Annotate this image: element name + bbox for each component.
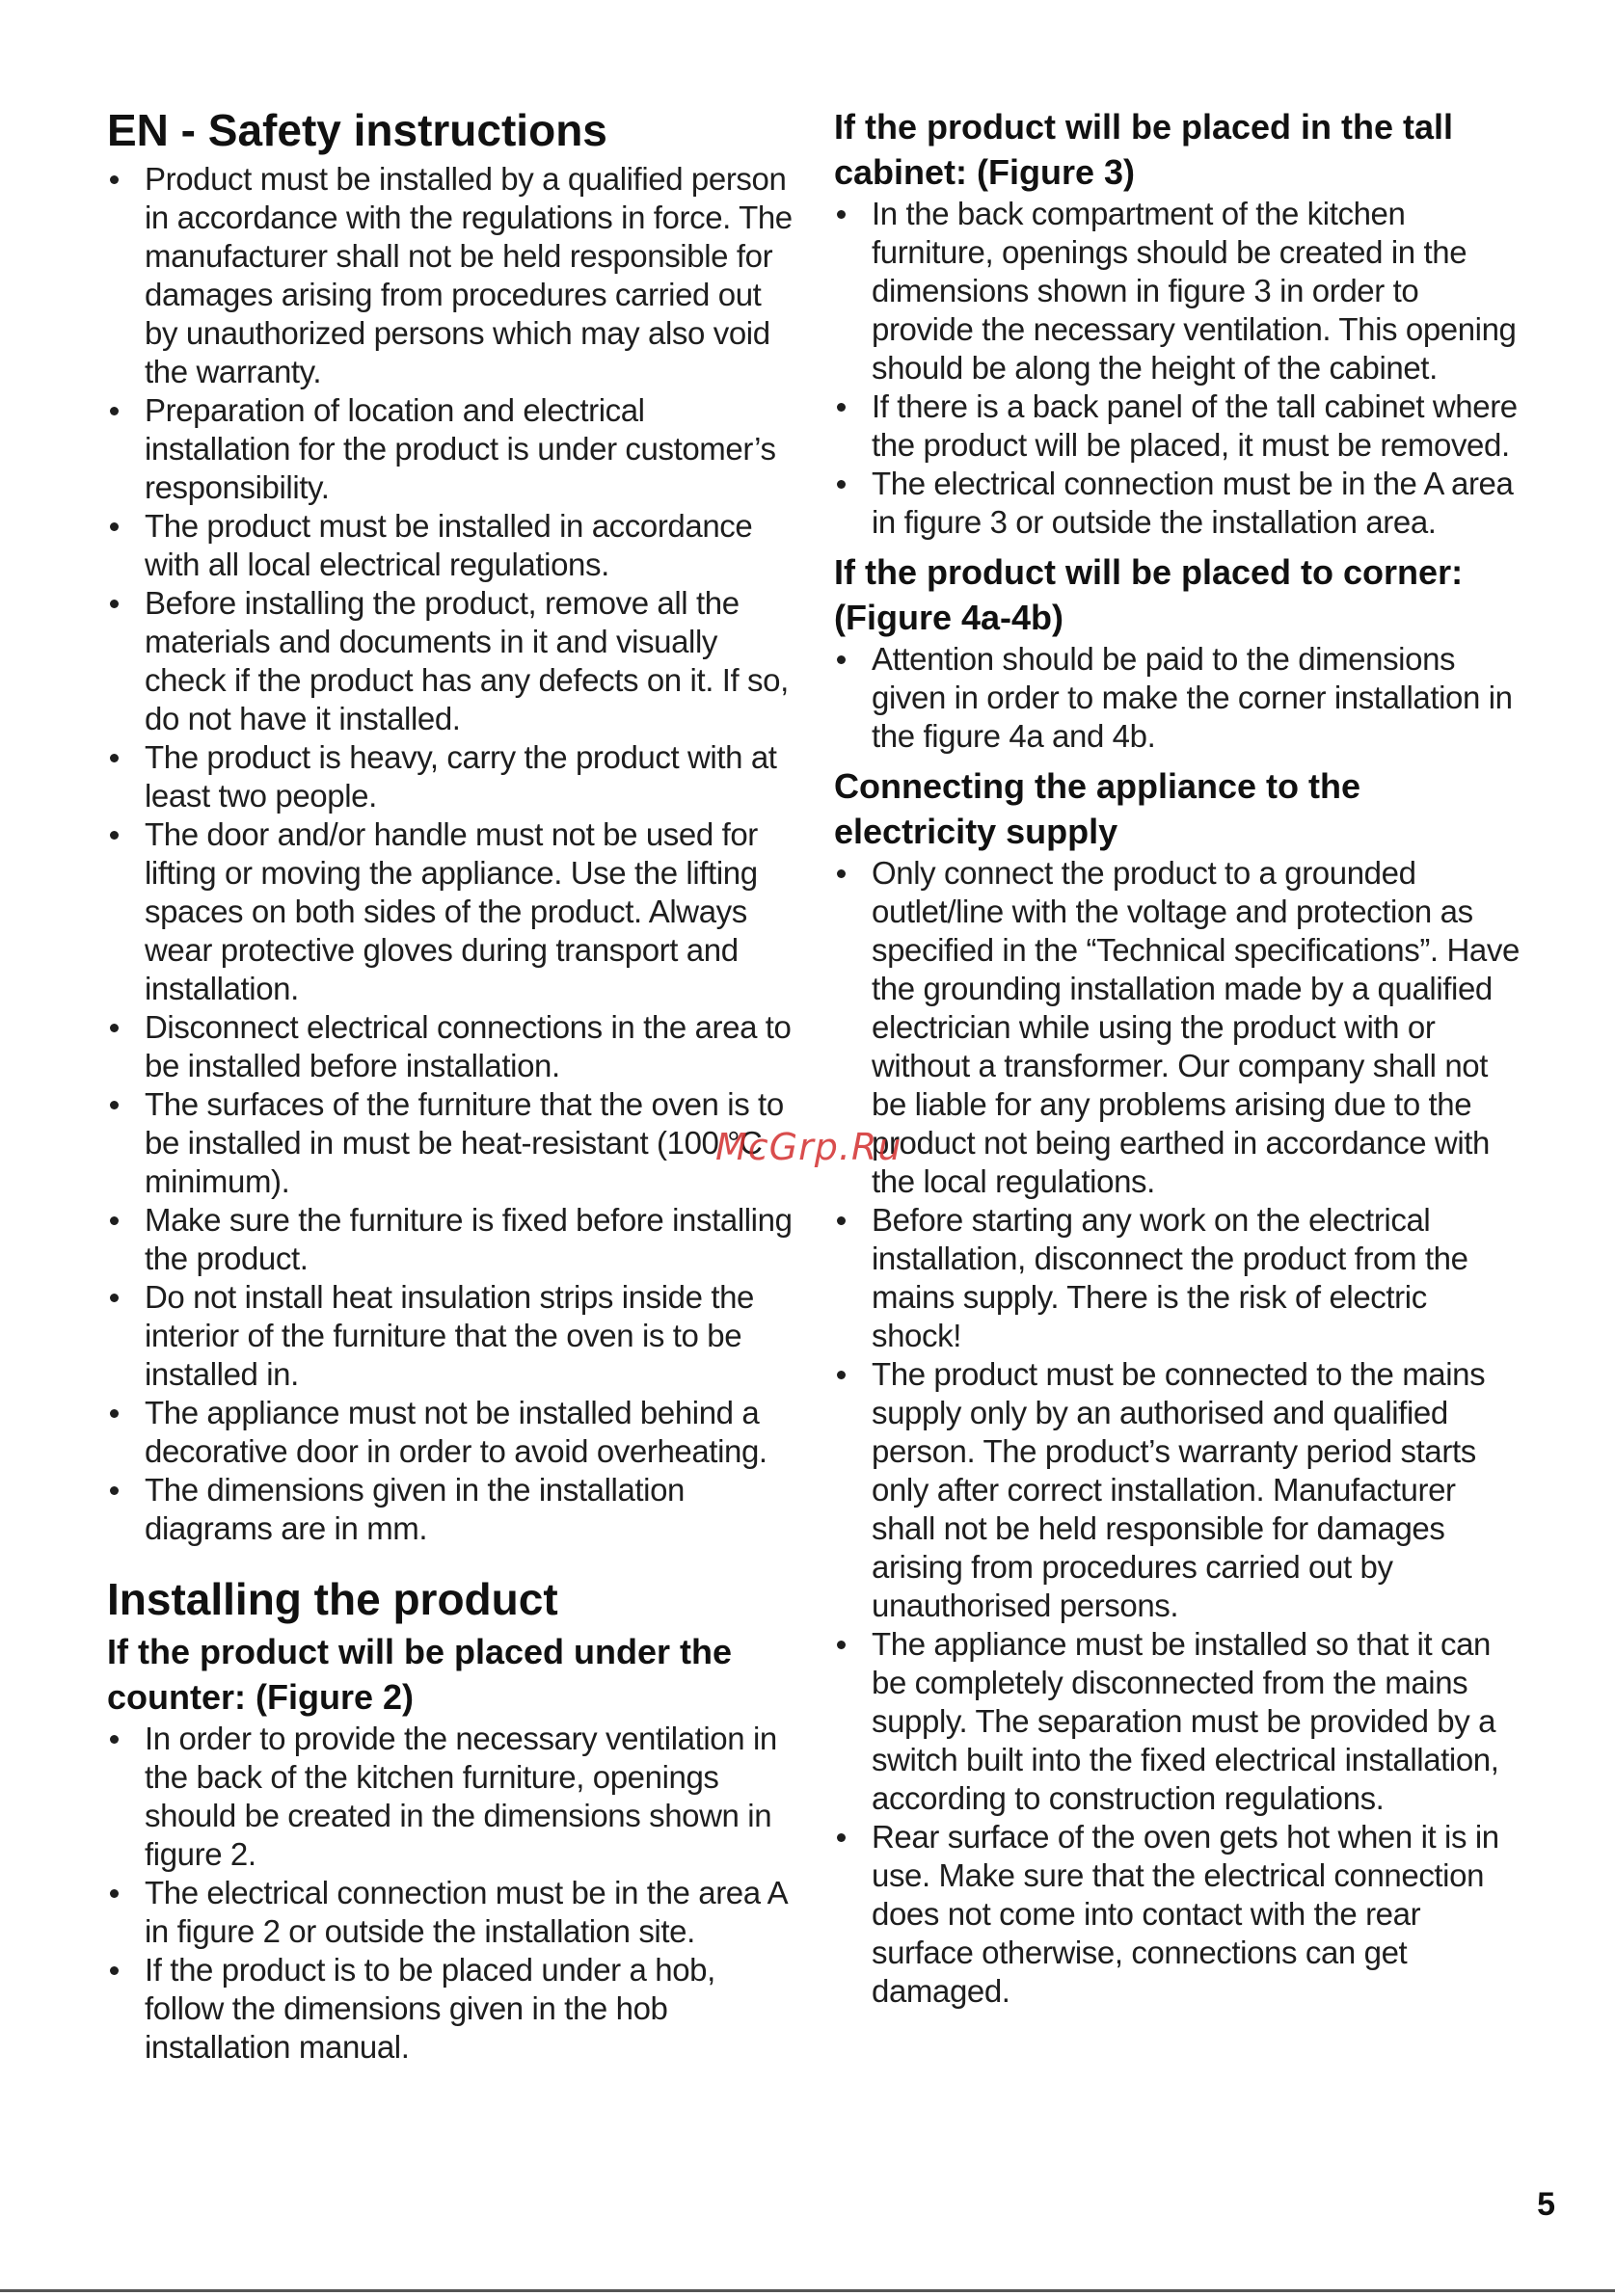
under-counter-heading: If the product will be placed under the counter: (Figure 2): [107, 1632, 733, 1717]
tall-cabinet-list: [834, 195, 1523, 542]
list-item: If there is a back panel of the tall cabinet where the product will be placed, it must be removed.: [834, 387, 1523, 465]
electricity-supply-heading: Connecting the appliance to the electricity supply: [834, 766, 1361, 851]
list-item: The dimensions given in the installation diagrams are in mm.: [107, 1471, 796, 1548]
list-item: The electrical connection must be in the area A in figure 2 or outside the installation site.: [107, 1874, 796, 1951]
bottom-rule: [0, 2289, 1615, 2292]
list-item: Do not install heat insulation strips inside the interior of the furniture that the oven is to be installed in.: [107, 1278, 796, 1394]
installing-product-heading: Installing the product: [107, 1574, 558, 1624]
list-item: The product must be installed in accordance with all local electrical regulations.: [107, 507, 796, 584]
list-item: Disconnect electrical connections in the area to be installed before installation.: [107, 1008, 796, 1085]
list-item: The appliance must not be installed behind a decorative door in order to avoid overheating.: [107, 1394, 796, 1471]
list-item: The appliance must be installed so that it can be completely disconnected from the mains supply. The separation must be provided by a switch built into the fixed electrical installation, according to construction regulations.: [834, 1625, 1523, 1818]
list-item: The product is heavy, carry the product with at least two people.: [107, 738, 796, 815]
under-counter-list: [107, 1720, 796, 2067]
left-column: [107, 104, 796, 2067]
list-item: Product must be installed by a qualified person in accordance with the regulations in force. The manufacturer shall not be held responsible for damages arising from procedures carried out by unauthorized persons which may also void the warranty.: [107, 160, 796, 391]
right-column: [834, 104, 1523, 2011]
safety-instructions-heading: EN - Safety instructions: [107, 105, 607, 155]
list-item: In order to provide the necessary ventilation in the back of the kitchen furniture, openings should be created in the dimensions shown in figure 2.: [107, 1720, 796, 1874]
list-item: If the product is to be placed under a hob, follow the dimensions given in the hob installation manual.: [107, 1951, 796, 2067]
corner-heading: If the product will be placed to corner: (Figure 4a-4b): [834, 552, 1464, 637]
list-item: The electrical connection must be in the A area in figure 3 or outside the installation area.: [834, 465, 1523, 542]
list-item: Before installing the product, remove all the materials and documents in it and visually check if the product has any defects on it. If so, do not have it installed.: [107, 584, 796, 738]
list-item: Rear surface of the oven gets hot when it is in use. Make sure that the electrical connection does not come into contact with the rear surface otherwise, connections can get damaged.: [834, 1818, 1523, 2011]
page-number: 5: [1537, 2186, 1555, 2223]
list-item: Attention should be paid to the dimensions given in order to make the corner installation in the figure 4a and 4b.: [834, 640, 1523, 756]
list-item: The door and/or handle must not be used for lifting or moving the appliance. Use the lifting spaces on both sides of the product. Always wear protective gloves during transport and installation.: [107, 815, 796, 1008]
list-item: Preparation of location and electrical installation for the product is under customer’s responsibility.: [107, 391, 796, 507]
watermark: McGrp.Ru: [715, 1126, 902, 1168]
list-item: Before starting any work on the electrical installation, disconnect the product from the mains supply. There is the risk of electric shock!: [834, 1201, 1523, 1355]
list-item: Make sure the furniture is fixed before installing the product.: [107, 1201, 796, 1278]
corner-list: [834, 640, 1523, 756]
electricity-supply-list: [834, 854, 1523, 2011]
list-item: The surfaces of the furniture that the oven is to be installed in must be heat-resistant (100 °C minimum).: [107, 1085, 796, 1201]
list-item: The product must be connected to the mains supply only by an authorised and qualified person. The product’s warranty period starts only after correct installation. Manufacturer shall not be held responsible for damages arising from procedures carried out by unauthorised persons.: [834, 1355, 1523, 1625]
list-item: Only connect the product to a grounded outlet/line with the voltage and protection as specified in the “Technical specifications”. Have the grounding installation made by a qualified electrician while using the product with or without a transformer. Our company shall not be liable for any problems arising due to the product not being earthed in accordance with the local regulations.: [834, 854, 1523, 1201]
list-item: In the back compartment of the kitchen furniture, openings should be created in the dimensions shown in figure 3 in order to provide the necessary ventilation. This opening should be along the height of the cabinet.: [834, 195, 1523, 387]
safety-instructions-list: [107, 160, 796, 1548]
tall-cabinet-heading: If the product will be placed in the tall cabinet: (Figure 3): [834, 107, 1454, 192]
